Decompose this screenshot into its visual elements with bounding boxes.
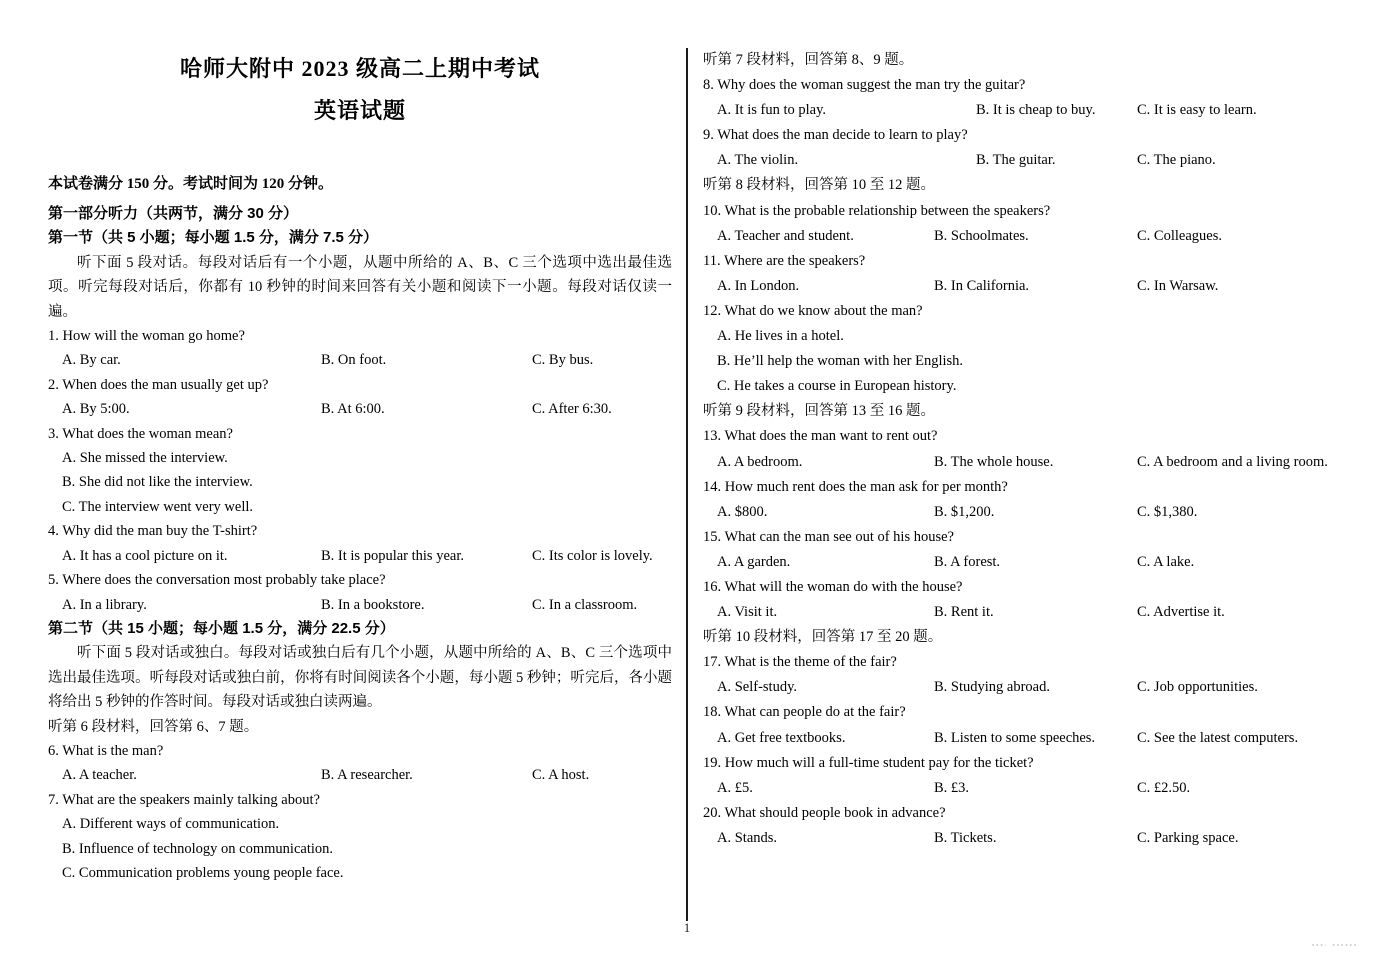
- option: B. Tickets.: [934, 829, 997, 846]
- question-text: 3. What does the woman mean?: [48, 425, 233, 442]
- option: C. Job opportunities.: [1137, 679, 1258, 696]
- option: B. It is popular this year.: [321, 547, 464, 564]
- options-row: [703, 675, 1353, 700]
- option: C. $1,380.: [1137, 503, 1198, 520]
- option: A. By car.: [62, 352, 121, 369]
- option: C. It is easy to learn.: [1137, 102, 1257, 119]
- option: A. Teacher and student.: [717, 227, 854, 244]
- option: C. A lake.: [1137, 553, 1195, 570]
- option: A. Self-study.: [717, 679, 798, 696]
- instructions-paragraph: 听下面 5 段对话。每段对话后有一个小题，从题中所给的 A、B、C 三个选项中选出最佳选项。听完每段对话后，你都有 10 秒钟的时间来回答有关小题和阅读下一小题。每段对话仅读一遍。: [48, 254, 672, 320]
- option: A. The violin.: [717, 152, 799, 169]
- option: A. By 5:00.: [62, 401, 130, 418]
- question-text: 6. What is the man?: [48, 742, 164, 759]
- option: A. In a library.: [62, 596, 147, 613]
- options-row: [703, 500, 1353, 525]
- option: C. A bedroom and a living room.: [1137, 453, 1328, 470]
- option: C. The interview went very well.: [62, 498, 253, 515]
- options-row: [703, 224, 1353, 249]
- options-row: [48, 348, 672, 372]
- option: B. A forest.: [934, 553, 1001, 570]
- option: A. She missed the interview.: [62, 450, 228, 467]
- option: C. In a classroom.: [532, 596, 638, 613]
- options-row: [703, 826, 1353, 851]
- options-row: [48, 544, 672, 568]
- option: C. He takes a course in European history.: [717, 378, 957, 395]
- question-text: 4. Why did the man buy the T-shirt?: [48, 523, 258, 540]
- option: C. Parking space.: [1137, 829, 1239, 846]
- section-heading: 第一节（共 5 小题；每小题 1.5 分，满分 7.5 分）: [48, 229, 379, 247]
- options-row: [703, 726, 1353, 751]
- question-text: 9. What does the man decide to learn to play?: [703, 127, 968, 144]
- options-row: [48, 763, 672, 787]
- option: B. In California.: [934, 277, 1030, 294]
- options-row: [703, 98, 1353, 123]
- option: C. Its color is lovely.: [532, 547, 653, 564]
- option: A. Stands.: [717, 829, 778, 846]
- option: B. In a bookstore.: [321, 596, 425, 613]
- question-text: 12. What do we know about the man?: [703, 302, 923, 319]
- section-heading: 第一部分听力（共两节，满分 30 分）: [48, 205, 299, 222]
- exam-subtitle: 英语试题: [313, 98, 406, 123]
- option: B. A researcher.: [321, 767, 413, 784]
- option: C. Advertise it.: [1137, 604, 1225, 621]
- question-text: 18. What can people do at the fair?: [703, 704, 906, 721]
- options-row: [703, 550, 1353, 575]
- question-text: 16. What will the woman do with the house?: [703, 578, 963, 595]
- question-text: 1. How will the woman go home?: [48, 328, 245, 345]
- options-row: [703, 274, 1353, 299]
- material-cue: 听第 9 段材料，回答第 13 至 16 题。: [703, 403, 935, 420]
- option: A. $800.: [717, 503, 768, 520]
- options-row: [48, 593, 672, 617]
- option: B. On foot.: [321, 352, 387, 369]
- option: A. A bedroom.: [717, 453, 803, 470]
- option: A. In London.: [717, 277, 800, 294]
- options-row: [703, 600, 1353, 625]
- question-text: 7. What are the speakers mainly talking about?: [48, 791, 320, 808]
- question-text: 13. What does the man want to rent out?: [703, 428, 938, 445]
- option: A. He lives in a hotel.: [717, 328, 844, 345]
- option: B. Studying abroad.: [934, 679, 1050, 696]
- question-text: 10. What is the probable relationship between the speakers?: [703, 202, 1051, 219]
- option: B. He’ll help the woman with her English.: [717, 353, 964, 370]
- option: B. The guitar.: [976, 152, 1056, 169]
- option: B. Listen to some speeches.: [934, 729, 1096, 746]
- question-text: 17. What is the theme of the fair?: [703, 654, 897, 671]
- option: A. Visit it.: [717, 604, 778, 621]
- option: C. In Warsaw.: [1137, 277, 1219, 294]
- option: A. £5.: [717, 779, 753, 796]
- question-text: 5. Where does the conversation most probably take place?: [48, 572, 386, 589]
- watermark: •••· ••••••: [1311, 941, 1358, 950]
- option: C. Communication problems young people face.: [62, 864, 344, 881]
- option: A. Different ways of communication.: [62, 816, 280, 833]
- option: A. A teacher.: [62, 767, 137, 784]
- option: A. It is fun to play.: [717, 102, 827, 119]
- question-text: 20. What should people book in advance?: [703, 804, 946, 821]
- option: B. $1,200.: [934, 503, 995, 520]
- column-divider: [686, 48, 688, 921]
- option: B. Influence of technology on communication.: [62, 840, 333, 857]
- option: B. £3.: [934, 779, 970, 796]
- option: B. The whole house.: [934, 453, 1054, 470]
- question-text: 2. When does the man usually get up?: [48, 376, 269, 393]
- exam-title: 哈师大附中 2023 级高二上期中考试: [179, 56, 540, 81]
- option: B. Rent it.: [934, 604, 994, 621]
- option: A. A garden.: [717, 553, 791, 570]
- question-text: 19. How much will a full-time student pay for the ticket?: [703, 754, 1034, 771]
- option: C. £2.50.: [1137, 779, 1191, 796]
- option: B. At 6:00.: [321, 401, 385, 418]
- exam-info-line: 本试卷满分 150 分。考试时间为 120 分钟。: [48, 176, 334, 192]
- option: C. See the latest computers.: [1137, 729, 1299, 746]
- page-number: 1: [683, 920, 691, 935]
- question-text: 8. Why does the woman suggest the man try the guitar?: [703, 77, 1026, 94]
- options-row: [703, 450, 1353, 475]
- option: A. Get free textbooks.: [717, 729, 846, 746]
- options-row: [703, 776, 1353, 801]
- material-cue: 听第 7 段材料，回答第 8、9 题。: [703, 52, 914, 68]
- question-text: 15. What can the man see out of his house?: [703, 528, 954, 545]
- options-row: [48, 397, 672, 421]
- option: C. After 6:30.: [532, 401, 612, 418]
- material-cue: 听第 8 段材料，回答第 10 至 12 题。: [703, 177, 935, 194]
- material-cue: 听第 10 段材料，回答第 17 至 20 题。: [703, 629, 943, 646]
- question-text: 14. How much rent does the man ask for per month?: [703, 478, 1008, 495]
- option: A. It has a cool picture on it.: [62, 547, 228, 564]
- right-column: [703, 48, 1353, 851]
- option: C. The piano.: [1137, 152, 1216, 169]
- section-heading: 第二节（共 15 小题；每小题 1.5 分，满分 22.5 分）: [48, 619, 395, 637]
- question-text: 11. Where are the speakers?: [703, 252, 866, 269]
- right-column-flow: [703, 48, 1353, 851]
- option: C. Colleagues.: [1137, 227, 1222, 244]
- options-row: [703, 148, 1353, 173]
- option: C. A host.: [532, 767, 590, 784]
- option: B. She did not like the interview.: [62, 474, 253, 491]
- option: B. It is cheap to buy.: [976, 102, 1096, 119]
- option: B. Schoolmates.: [934, 227, 1029, 244]
- option: C. By bus.: [532, 352, 594, 369]
- instructions-paragraph: 听下面 5 段对话或独白。每段对话或独白后有几个小题，从题中所给的 A、B、C 三个选项中选出最佳选项。听每段对话或独白前，你将有时间阅读各个小题，每小题 5 秒钟；听完后，各小题将给出 5 秒钟的作答时间。每段对话或独白读两遍。: [48, 645, 672, 711]
- material-cue: 听第 6 段材料，回答第 6、7 题。: [48, 718, 259, 735]
- left-column: [48, 40, 672, 885]
- left-column-flow: [48, 202, 672, 885]
